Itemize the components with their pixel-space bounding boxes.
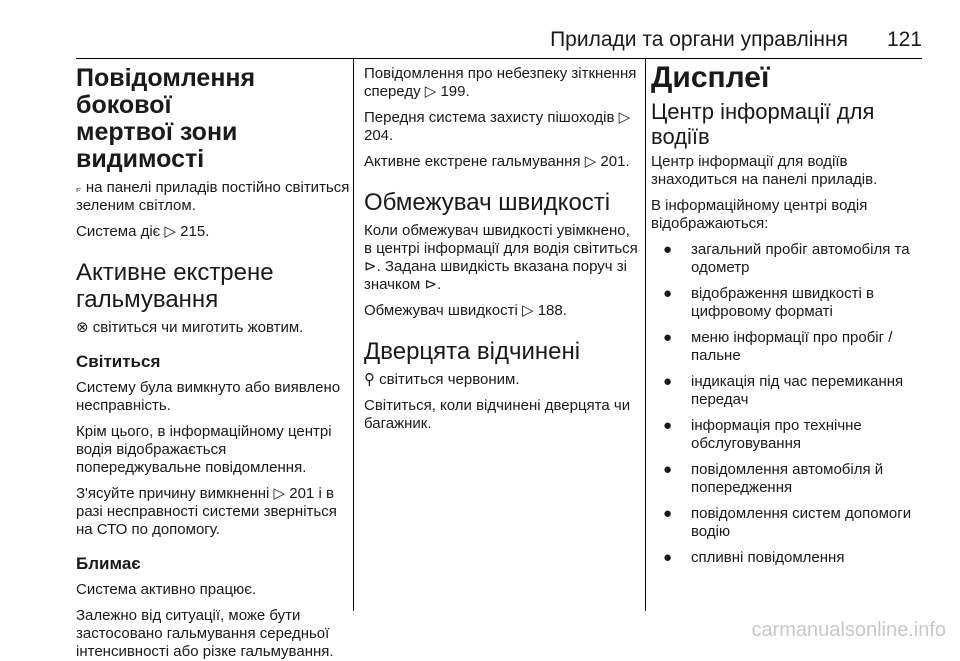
collision-ref: Повідомлення про небезпеку зіткнення спереду ▷ 199. <box>364 65 637 100</box>
column-1 <box>76 59 352 660</box>
column-3 <box>651 59 923 611</box>
displays-heading: Дисплеї <box>651 61 770 94</box>
lit-paragraph-2: Крім цього, в інформаційному центрі водія відображається попереджувальне повідомлення. <box>76 423 332 476</box>
list-item: ● загальний пробіг автомобіля та одометр <box>663 241 910 276</box>
list-item: ● повідомлення систем допомоги водію <box>663 505 912 540</box>
limiter-paragraph: Коли обмежувач швидкості увімкнено, в центрі інформації для водія світиться ⊳. Задана швидкість вказана поруч зі значком ⊳. <box>364 222 638 293</box>
bullet-icon: ● <box>663 417 673 434</box>
aeb-ref: Активне екстрене гальмування ▷ 201. <box>364 153 630 170</box>
speed-limiter-icon: ⊳ <box>364 258 377 275</box>
bullet-icon: ● <box>663 329 673 346</box>
blind-spot-icon: ⟔ <box>76 181 82 195</box>
list-item: ● інформація про технічне обслуговування <box>663 417 862 452</box>
page-number: 121 <box>886 28 922 51</box>
header-title: Прилади та органи управління <box>550 28 848 51</box>
column-divider-2 <box>645 59 646 611</box>
doors-paragraph-2: Світиться, коли відчинені дверцята чи багажник. <box>364 397 631 432</box>
dic-list <box>651 241 923 567</box>
list-item: ● індикація під час перемикання передач <box>663 373 904 408</box>
lit-paragraph-1: Систему була вимкнуто або виявлено несправність. <box>76 379 341 414</box>
lit-paragraph-3: З'ясуйте причину вимкненні ▷ 201 і в разі несправності системи зверніться на СТО по допомогу. <box>76 485 337 538</box>
column-2 <box>364 59 639 611</box>
blink-heading: Блимає <box>76 554 141 573</box>
list-item: ● відображення швидкості в цифровому форматі <box>663 285 874 320</box>
bullet-icon: ● <box>663 505 673 522</box>
bsd-text: ⟔ на панелі приладів постійно світиться зеленим світлом. <box>76 179 350 214</box>
dic-paragraph-2: В інформаційному центрі водія відображаються: <box>651 197 868 232</box>
doors-text: ⚲ світиться червоним. <box>364 371 520 388</box>
list-item: ● повідомлення автомобіля й попередження <box>663 461 884 496</box>
limiter-heading: Обмежувач швидкості <box>364 189 611 216</box>
dic-heading: Центр інформації для водіїв <box>651 99 875 149</box>
bullet-icon: ● <box>663 241 673 258</box>
lit-heading: Світиться <box>76 352 161 371</box>
bullet-icon: ● <box>663 373 673 390</box>
page-header <box>76 26 922 58</box>
list-item: ● меню інформації про пробіг / пальне <box>663 329 893 364</box>
bullet-icon: ● <box>663 285 673 302</box>
bsd-ref: Система діє ▷ 215. <box>76 223 210 240</box>
bullet-icon: ● <box>663 461 673 478</box>
pedestrian-ref: Передня система захисту пішоходів ▷ 204. <box>364 109 631 144</box>
bsd-heading: Повідомлення бокової мертвої зони видимості <box>76 64 256 173</box>
bullet-icon: ● <box>663 549 673 566</box>
doors-heading: Дверцята відчинені <box>364 338 581 365</box>
column-divider-1 <box>353 59 354 611</box>
limiter-ref: Обмежувач швидкості ▷ 188. <box>364 302 567 319</box>
blink-paragraph-2: Залежно від ситуації, може бути застосовано гальмування середньої інтенсивності або різке гальмування. <box>76 607 334 660</box>
aeb-heading: Активне екстрене гальмування <box>76 259 274 313</box>
blink-paragraph-1: Система активно працює. <box>76 581 257 598</box>
watermark: carmanualsonline.info <box>751 619 946 641</box>
aeb-warning-icon: ⊗ <box>76 319 89 336</box>
dic-paragraph-1: Центр інформації для водіїв знаходиться на панелі приладів. <box>651 153 878 188</box>
door-open-icon: ⚲ <box>364 371 375 388</box>
speed-limiter-icon: ⊳ <box>424 276 438 293</box>
list-item: ● спливні повідомлення <box>663 549 845 566</box>
aeb-text: ⊗ світиться чи миготить жовтим. <box>76 319 304 336</box>
